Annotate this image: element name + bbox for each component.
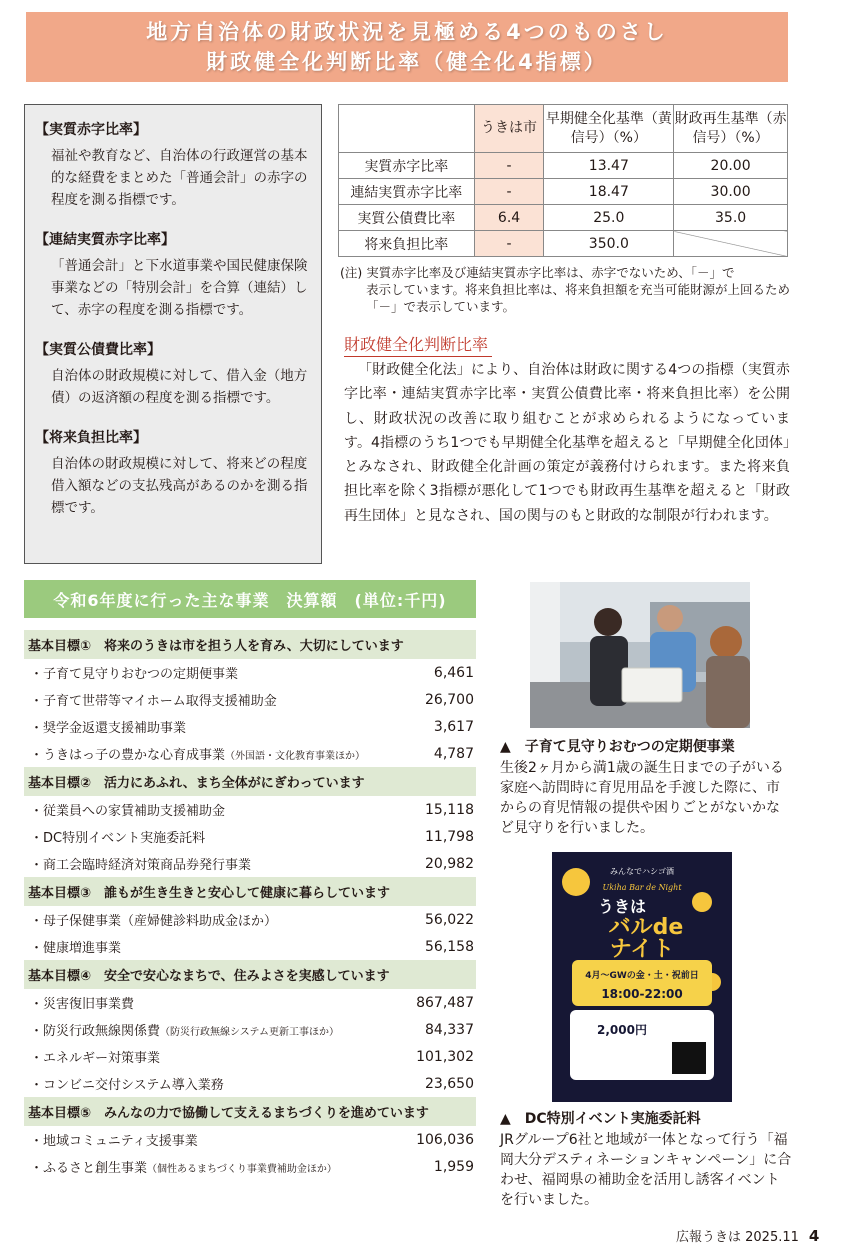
ratio-early-value: 350.0 bbox=[544, 231, 674, 257]
goal-heading: 基本目標⑤ みんなの力で協働して支えるまちづくりを進めています bbox=[24, 1097, 476, 1126]
photo-illustration bbox=[530, 582, 750, 728]
table-header-blank bbox=[339, 105, 475, 153]
table-row bbox=[339, 205, 788, 231]
definition-text: 「普通会計」と下水道事業や国民健康保険事業などの「特別会計」を合算（連結）して、赤字の程度を測る指標です。 bbox=[51, 258, 308, 318]
ratio-table bbox=[338, 104, 788, 257]
table-row bbox=[339, 231, 788, 257]
poster-caption-body: JRグループ6社と地域が一体となって行う「福岡大分デスティネーションキャンペーン」に合わせ、福岡県の補助金を活用し誘客イベントを行いました。 bbox=[500, 1132, 792, 1208]
poster-caption-title: ▲ DC特別イベント実施委託料 bbox=[500, 1111, 701, 1127]
project-amount: 6,461 bbox=[433, 664, 474, 681]
ratio-name: 実質赤字比率 bbox=[339, 153, 475, 179]
list-item bbox=[24, 823, 476, 850]
poster-time: 18:00-22:00 bbox=[601, 987, 683, 1001]
definition-item bbox=[35, 119, 313, 211]
list-item bbox=[24, 906, 476, 933]
goal-heading: 基本目標③ 誰もが生き生きと安心して健康に暮らしています bbox=[24, 877, 476, 906]
project-name: ・DC特別イベント実施委託料 bbox=[30, 831, 206, 846]
poster-title-3: ナイト bbox=[609, 937, 675, 962]
title-banner bbox=[26, 12, 788, 82]
project-amount: 84,337 bbox=[425, 1021, 474, 1038]
list-item bbox=[24, 659, 476, 686]
table-note bbox=[340, 264, 790, 315]
list-item bbox=[24, 850, 476, 877]
projects-list bbox=[24, 630, 476, 1180]
project-amount: 15,118 bbox=[425, 801, 474, 818]
ratio-early-value: 25.0 bbox=[544, 205, 674, 231]
project-name: ・商工会臨時経済対策商品券発行事業 bbox=[30, 858, 252, 873]
definition-text: 自治体の財政規模に対して、将来どの程度借入額などの支払残高があるのかを測る指標です。 bbox=[51, 456, 308, 516]
table-header-city: うきは市 bbox=[474, 105, 544, 153]
poster-title-2: バルde bbox=[608, 915, 684, 940]
project-amount: 56,158 bbox=[425, 938, 474, 955]
ratio-early-value: 13.47 bbox=[544, 153, 674, 179]
poster-graphic bbox=[552, 852, 732, 1102]
ratio-rebuild-value: 20.00 bbox=[674, 153, 788, 179]
definition-heading: 【実質公債費比率】 bbox=[35, 342, 161, 358]
project-name: ・コンビニ交付システム導入業務 bbox=[30, 1078, 224, 1093]
list-item bbox=[24, 1016, 476, 1043]
ratio-city-value: - bbox=[474, 179, 544, 205]
ratio-name: 実質公債費比率 bbox=[339, 205, 475, 231]
ratio-rebuild-value: 35.0 bbox=[674, 205, 788, 231]
definition-heading: 【実質赤字比率】 bbox=[35, 122, 147, 138]
project-amount: 26,700 bbox=[425, 691, 474, 708]
project-name: ・健康増進事業 bbox=[30, 941, 122, 956]
list-item bbox=[24, 1070, 476, 1097]
page-footer bbox=[676, 1226, 819, 1245]
note-line1: (注) 実質赤字比率及び連結実質赤字比率は、赤字でないため、「－」で bbox=[340, 265, 735, 280]
project-name: ・うきはっ子の豊かな心育成事業 bbox=[30, 748, 226, 763]
poster-date: 4月～GWの金・土・祝前日 bbox=[585, 971, 699, 981]
table-header-rebuild: 財政再生基準（赤信号）（%） bbox=[674, 105, 788, 153]
ratio-rebuild-value-none bbox=[674, 231, 788, 257]
project-note: （個性あるまちづくり事業費補助金ほか） bbox=[147, 1164, 337, 1175]
project-name: ・防災行政無線関係費 bbox=[30, 1024, 161, 1039]
list-item bbox=[24, 796, 476, 823]
list-item bbox=[24, 933, 476, 960]
project-note: （外国語・文化教育事業ほか） bbox=[225, 751, 366, 762]
ratio-city-value: - bbox=[474, 231, 544, 257]
photo1-caption-body: 生後2ヶ月から満1歳の誕生日までの子がいる家庭へ訪問時に育児用品を手渡した際に、市からの育児情報の提供や困りごとがないかなど見守りを行いました。 bbox=[500, 760, 784, 836]
list-item bbox=[24, 686, 476, 713]
poster-title-1: うきは bbox=[597, 897, 647, 916]
publication-name: 広報うきは 2025.11 bbox=[676, 1230, 799, 1245]
definition-text: 福祉や教育など、自治体の行政運営の基本的な経費をまとめた「普通会計」の赤字の程度を測る指標です。 bbox=[51, 148, 308, 208]
goal-heading: 基本目標④ 安全で安心なまちで、住みよさを実感しています bbox=[24, 960, 476, 989]
table-header-row bbox=[339, 105, 788, 153]
ratio-name: 将来負担比率 bbox=[339, 231, 475, 257]
ratio-city-value: 6.4 bbox=[474, 205, 544, 231]
project-name: ・子育て世帯等マイホーム取得支援補助金 bbox=[30, 694, 277, 709]
list-item bbox=[24, 713, 476, 740]
ratio-early-value: 18.47 bbox=[544, 179, 674, 205]
poster-subtitle: Ukiha Bar de Night bbox=[602, 883, 682, 892]
project-amount: 56,022 bbox=[425, 911, 474, 928]
list-item bbox=[24, 1153, 476, 1180]
goal-heading: 基本目標② 活力にあふれ、まち全体がにぎわっています bbox=[24, 767, 476, 796]
definition-item bbox=[35, 339, 313, 409]
banner-title-line2: 財政健全化判断比率（健全化4指標） bbox=[206, 50, 608, 74]
diaper-delivery-photo bbox=[530, 582, 750, 728]
event-poster bbox=[552, 852, 732, 1102]
table-row bbox=[339, 153, 788, 179]
banner-title-line1: 地方自治体の財政状況を見極める4つのものさし bbox=[146, 20, 668, 44]
ratio-rebuild-value: 30.00 bbox=[674, 179, 788, 205]
list-item bbox=[24, 1043, 476, 1070]
project-name: ・母子保健事業（産婦健診料助成金ほか） bbox=[30, 914, 278, 929]
project-name: ・従業員への家賃補助支援補助金 bbox=[30, 804, 226, 819]
project-amount: 867,487 bbox=[416, 994, 474, 1011]
project-name: ・地域コミュニティ支援事業 bbox=[30, 1134, 198, 1149]
poster-price: 2,000円 bbox=[597, 1023, 647, 1037]
project-name: ・奨学金返還支援補助事業 bbox=[30, 721, 187, 736]
project-amount: 106,036 bbox=[416, 1131, 474, 1148]
project-amount: 20,982 bbox=[425, 855, 474, 872]
ratio-name: 連結実質赤字比率 bbox=[339, 179, 475, 205]
project-name: ・災害復旧事業費 bbox=[30, 997, 135, 1012]
note-line2: 表示しています。将来負担比率は、将来負担額を充当可能財源が上回るため「－」で表示しています。 bbox=[366, 282, 791, 314]
photo1-caption-title: ▲ 子育て見守りおむつの定期便事業 bbox=[500, 739, 735, 755]
project-name: ・ふるさと創生事業 bbox=[30, 1161, 148, 1176]
list-item bbox=[24, 989, 476, 1016]
projects-title: 令和6年度に行った主な事業 決算額 (単位:千円) bbox=[24, 580, 476, 618]
table-header-early: 早期健全化基準（黄信号）（%） bbox=[544, 105, 674, 153]
page-number: 4 bbox=[808, 1227, 820, 1245]
project-amount: 23,650 bbox=[425, 1075, 474, 1092]
list-item bbox=[24, 740, 476, 767]
poster-tag: みんなでハシゴ酒 bbox=[610, 867, 674, 876]
project-amount: 1,959 bbox=[433, 1158, 474, 1175]
definition-text: 自治体の財政規模に対して、借入金（地方債）の返済額の程度を測る指標です。 bbox=[51, 368, 308, 406]
definition-heading: 【連結実質赤字比率】 bbox=[35, 232, 175, 248]
table-row bbox=[339, 179, 788, 205]
definition-item bbox=[35, 229, 313, 321]
project-name: ・子育て見守りおむつの定期便事業 bbox=[30, 667, 239, 682]
project-amount: 101,302 bbox=[416, 1048, 474, 1065]
ratio-city-value: - bbox=[474, 153, 544, 179]
definitions-box bbox=[24, 104, 322, 564]
project-amount: 3,617 bbox=[433, 718, 474, 735]
project-name: ・エネルギー対策事業 bbox=[30, 1051, 161, 1066]
project-amount: 4,787 bbox=[433, 745, 474, 762]
section-title: 財政健全化判断比率 bbox=[344, 334, 492, 357]
project-amount: 11,798 bbox=[425, 828, 474, 845]
section-body: 「財政健全化法」により、自治体は財政に関する4つの指標（実質赤字比率・連結実質赤字比率・実質公債費比率・将来負担比率）を公開し、財政状況の改善に取り組むことが求められるようになっています。4指標のうち1つでも早期健全化基準を超えると「早期健全化団体」とみなされ、財政健全化計画の策定が義務付けられます。また将来負担比率を除く3指標が悪化して1つでも財政再生基準を超えると「財政再生団体」と見なされ、国の関与のもと財政的な制限が行われます。 bbox=[344, 362, 790, 524]
definition-heading: 【将来負担比率】 bbox=[35, 430, 147, 446]
project-note: （防災行政無線システム更新工事ほか） bbox=[160, 1027, 340, 1038]
definition-item bbox=[35, 427, 313, 519]
list-item bbox=[24, 1126, 476, 1153]
goal-heading: 基本目標① 将来のうきは市を担う人を育み、大切にしています bbox=[24, 630, 476, 659]
